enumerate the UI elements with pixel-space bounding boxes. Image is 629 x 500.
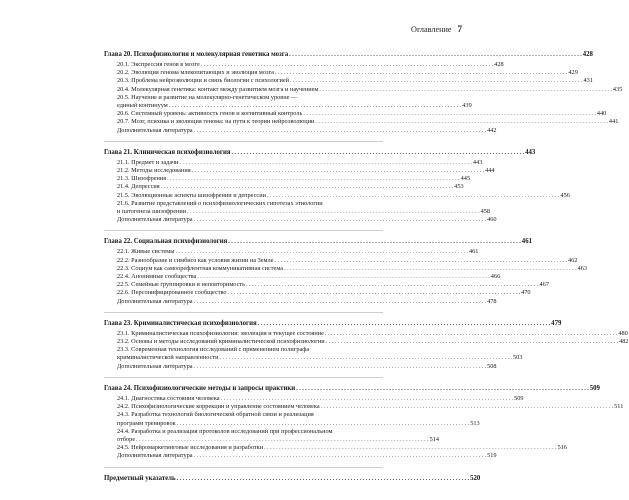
toc-entry[interactable] [104,329,628,338]
chapter-separator [104,141,383,142]
dot-leader [258,320,551,329]
toc-entry[interactable] [104,126,497,135]
toc-entry-title[interactable]: 20.5. Научение и развитие на молекулярно-генетическом уровне — [117,93,298,101]
toc-entry-title: 20.2. Эволюция генома млекопитающих и эволюция мозга [117,69,274,77]
toc-entry-continuation: отборе [117,435,136,443]
toc-entry[interactable] [104,110,607,118]
dot-leader [221,395,514,403]
toc-entry-page: 441 [608,118,619,126]
toc-entry-page: 503 [513,354,523,362]
toc-entry-page: 482 [619,338,629,346]
toc-entry-title: 24.1. Диагностика состояния человека [117,394,220,402]
chapter-page: 443 [525,148,536,156]
toc-entry-continuation: программ тренировок [117,419,176,427]
dot-leader [161,183,454,191]
toc-entry-page: 442 [487,126,497,134]
chapter-separator [104,230,383,231]
toc-entry-title: Дополнительная литература [117,126,193,134]
dot-leader [194,216,487,224]
toc-entry[interactable] [104,452,497,460]
toc-entry-page: 456 [560,191,570,199]
toc-entry-title: 24.5. Нейромаркетинговые исследования и разработки [117,444,264,452]
toc-entry[interactable] [104,158,483,167]
toc-entry-page: 511 [614,403,624,411]
chapter-page: 428 [582,51,593,58]
chapter-heading[interactable] [104,50,593,60]
toc-entry[interactable] [104,394,524,403]
toc-entry-page: 458 [480,208,491,216]
toc-entry-title[interactable]: 21.6. Развитие представлений о психофизиологических гипотезах этиологии [117,199,323,207]
chapter-page: 479 [551,319,562,327]
chapter-page: 520 [470,474,481,482]
toc-entry-title[interactable]: 24.3. Разработка технологий биологической обратной связи и реализация [117,411,314,419]
chapter-title: Глава 21. Клиническая психофизиология [104,148,231,156]
toc-entry-title: 21.2. Методы исследования [117,167,191,175]
toc-entry[interactable] [104,85,623,94]
toc-entry-page: 509 [514,394,524,402]
toc-entry-title: 24.2. Психофизиологические коррекции и управление состоянием человека [117,403,320,411]
table-of-contents [104,50,629,485]
toc-entry-page: 467 [539,281,549,289]
toc-entry-page: 466 [490,273,501,281]
chapter-heading[interactable] [104,474,481,484]
chapter-title: Глава 24. Психофизиологические методы и запросы практики [104,384,296,392]
toc-entry[interactable] [104,289,531,297]
chapter-title: Глава 23. Криминалистическая психофизиология [104,319,257,327]
toc-entry-title: 22.2. Разнообразие и симбиоз как условия жизни на Земле [117,256,274,264]
chapter-separator [104,467,383,468]
toc-entry[interactable] [104,175,471,183]
toc-entry[interactable] [104,281,549,289]
toc-entry[interactable] [104,248,479,256]
dot-leader [175,248,468,256]
dot-leader [264,444,557,452]
dot-leader [228,289,521,297]
dot-leader [197,273,490,281]
toc-entry-page: 440 [596,110,607,118]
toc-entry[interactable] [104,362,497,371]
toc-entry-title: 20.6. Системный уровень: активность генов и когнитивный контроль [117,110,303,118]
chapter-block [104,474,481,484]
toc-entry-page: 428 [494,61,504,68]
toc-entry[interactable] [104,403,624,411]
toc-entry-title: 22.6. Персонифицированное сообщество [117,289,227,297]
toc-entry[interactable] [104,69,578,77]
toc-entry-page: 453 [454,183,464,191]
dot-leader [267,192,560,200]
dot-leader [321,403,614,411]
dot-leader [319,86,612,94]
toc-entry[interactable] [104,77,593,85]
toc-entry[interactable] [104,102,472,110]
toc-entry-page: 461 [468,248,479,256]
toc-entry-title: 22.5. Семейные группировки и неповторимость [117,281,246,289]
toc-entry-page: 470 [521,289,531,297]
toc-entry-page: 460 [487,216,497,224]
chapter-title: Глава 22. Социальная психофизиология [104,238,228,246]
chapter-block [104,319,629,371]
dot-leader [136,436,429,444]
toc-entry-page: 429 [568,69,578,77]
toc-entry-title: 22.1. Живые системы [117,248,175,256]
running-head-title: Оглавление [411,25,452,34]
chapter-heading[interactable] [104,384,600,394]
chapter-separator [104,312,383,313]
toc-entry[interactable] [104,338,629,346]
toc-entry-title: 20.7. Мозг, психика и эволюция генома: на пути к теории нейроэволюции [117,118,315,126]
toc-entry-page: 513 [470,419,480,427]
dot-leader [187,208,480,216]
dot-leader [303,110,596,118]
toc-entry[interactable] [104,61,504,69]
toc-entry-title: 21.4. Депрессия [117,183,160,191]
dot-leader [228,238,521,247]
toc-entry[interactable] [104,419,480,428]
dot-leader [274,257,567,265]
dot-leader [194,452,487,460]
chapter-page: 509 [589,384,600,392]
chapter-heading[interactable] [104,148,536,158]
toc-entry[interactable] [104,297,497,306]
toc-entry-page: 508 [487,362,497,370]
dot-leader [220,354,513,362]
toc-entry-page: 463 [577,264,588,272]
toc-entry-title: 20.1. Экспрессия генов в мозге [117,61,200,68]
toc-entry[interactable] [104,264,588,273]
dot-leader [232,149,525,158]
dot-leader [192,167,485,175]
toc-entry[interactable] [104,191,570,200]
chapter-title: Предметный указатель [104,474,176,482]
toc-entry-page: 480 [618,329,628,337]
toc-entry-page: 514 [429,435,440,443]
toc-entry-title: Дополнительная литература [117,216,193,224]
toc-entry-title: 20.3. Проблема нейроэволюции и связь биологии с психологией [117,77,290,85]
toc-entry-page: 478 [487,297,497,305]
chapter-heading[interactable] [104,319,562,329]
toc-entry-title[interactable]: 23.3. Современная технология исследований с применением полиграфа [117,346,310,354]
toc-entry-page: 431 [583,77,593,85]
toc-entry-page: 435 [612,85,623,93]
dot-leader [275,69,568,77]
toc-entry-title: 23.2. Основы и методы исследований криминалистической психофизиологии [117,338,325,346]
toc-entry-title: 21.5. Эволюционные аспекты шизофрении и депрессии [117,191,266,199]
chapter-page: 461 [521,238,532,246]
toc-entry-page: 516 [557,444,568,452]
dot-leader [325,330,618,338]
toc-entry-title: Дополнительная литература [117,452,193,460]
toc-entry-continuation: единый континуум [117,102,168,110]
toc-entry-page: 519 [487,452,497,460]
toc-entry-title: 20.4. Молекулярная генетика: контакт между развитием мозга и научением [117,85,319,93]
dot-leader [315,118,608,126]
dot-leader [290,77,583,85]
chapter-block [104,148,570,225]
toc-entry-page: 439 [462,102,472,110]
toc-entry-page: 443 [472,158,483,166]
toc-entry[interactable] [104,256,578,265]
chapter-heading[interactable] [104,237,532,247]
chapter-title: Глава 20. Психофизиология и молекулярная генетика мозга [104,51,289,58]
toc-entry-title: 21.3. Шизофрения [117,175,167,183]
toc-entry-title: 22.4. Анонимные сообщества [117,273,197,281]
toc-entry[interactable] [104,208,491,216]
toc-entry-title: 21.1. Предмет и задачи [117,158,179,166]
toc-entry-title: Дополнительная литература [117,297,193,305]
dot-leader [169,102,462,110]
toc-entry[interactable] [104,183,464,191]
toc-entry[interactable] [104,216,497,224]
toc-entry-title[interactable]: 24.4. Разработка и реализация протоколов исследований при профессиональном [117,427,333,435]
dot-leader [167,175,460,183]
dot-leader [326,338,619,346]
toc-entry[interactable] [104,444,568,452]
toc-entry[interactable] [104,118,619,126]
chapter-separator [104,377,383,378]
toc-entry-continuation: и патогенеза шизофрении [117,208,187,216]
toc-entry-title: 22.3. Социум как самоорефлентная коммуникативная система [117,264,284,272]
chapter-block [104,237,588,305]
dot-leader [289,51,582,60]
chapter-block [104,50,623,135]
dot-leader [201,61,494,69]
running-head [411,24,462,34]
toc-entry-title: Дополнительная литература [117,362,193,370]
dot-leader [194,298,487,306]
toc-entry-page: 445 [460,175,471,183]
dot-leader [194,127,487,135]
dot-leader [177,420,470,428]
dot-leader [177,475,470,484]
dot-leader [194,363,487,371]
dot-leader [179,159,472,167]
dot-leader [296,385,589,394]
toc-entry-page: 444 [485,167,495,175]
toc-entry[interactable] [104,167,495,175]
page-number: 7 [457,24,462,34]
dot-leader [284,265,577,273]
toc-entry-title: 23.1. Криминалистическая психофизиология: эволюция и текущее состояние [117,329,324,337]
toc-entry[interactable] [104,354,523,362]
toc-entry[interactable] [104,435,440,444]
dot-leader [246,281,539,289]
toc-entry-page: 462 [567,256,578,264]
toc-entry[interactable] [104,273,501,281]
toc-entry-continuation: криминалистической направленности [117,354,219,362]
chapter-block [104,384,624,461]
